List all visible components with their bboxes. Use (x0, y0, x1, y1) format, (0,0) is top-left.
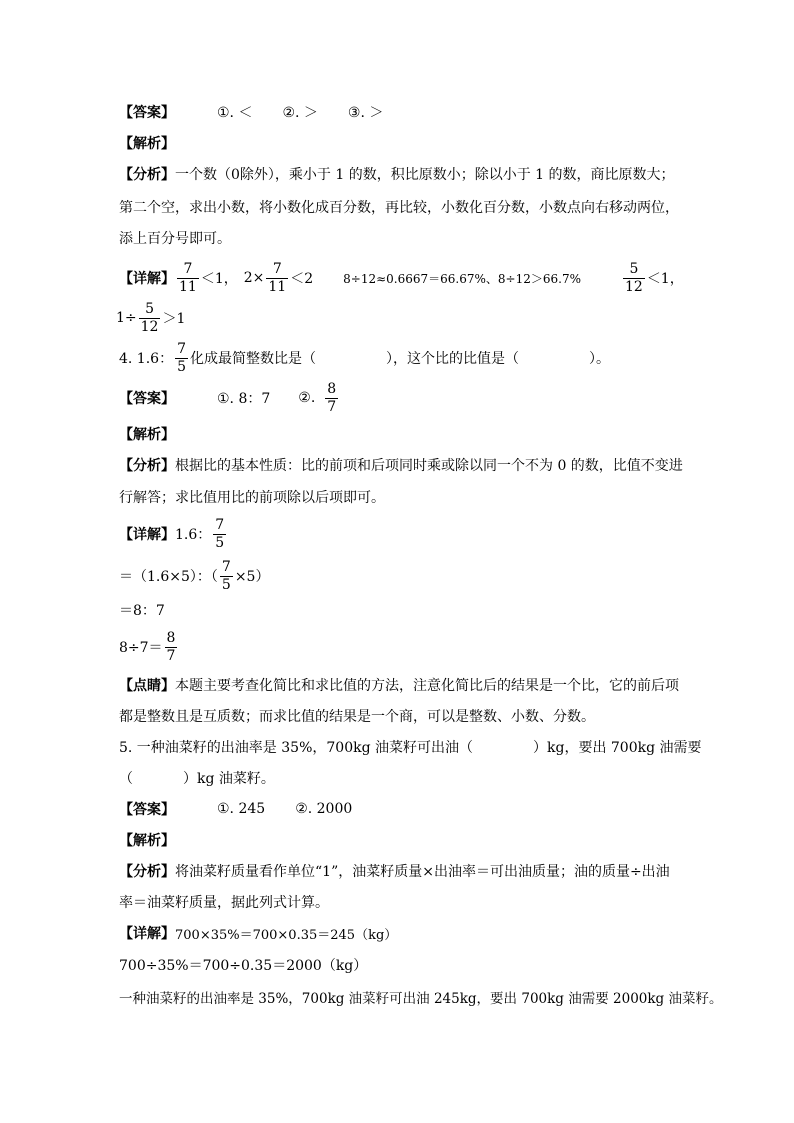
question-text: （ (119, 771, 133, 787)
math-text: 8÷7＝ (119, 640, 163, 656)
q4-dianjing-line2: 都是整数且是互质数；而求比值的结果是一个商，可以是整数、小数、分数。 (119, 709, 595, 725)
q3-analysis-label: 【解析】 (119, 136, 175, 152)
math-text: 2× (243, 270, 265, 286)
question-text: ）kg 油菜籽。 (183, 771, 275, 787)
math-text: ×5） (234, 569, 270, 585)
answer-item: ①. 245 (217, 801, 266, 817)
fenxi-label: 【分析】 (119, 458, 175, 474)
q5-fenxi-line (119, 859, 670, 883)
math-text: ＜2 (290, 271, 314, 287)
answer-item: ②. (298, 390, 316, 406)
q4-fenxi-line2: 行解答；求比值用比的前项除以后项即可。 (119, 490, 385, 506)
math-text: 8÷12≈0.6667＝66.67%、8÷12＞66.7% (343, 271, 581, 286)
math-text: ＞1 (162, 311, 186, 327)
question-text: 4. 1.6： (119, 351, 174, 367)
answer-item: ③. ＞ (347, 105, 384, 121)
q4-question (119, 338, 610, 378)
math-text: 700×35%＝700×0.35＝245（kg） (175, 927, 398, 943)
answer-item: ①. ＜ (217, 105, 253, 121)
question-text: 5. 一种油菜籽的出油率是 35%，700kg 油菜籽可出油（ (119, 740, 473, 756)
q4-detail-line1 (119, 514, 228, 554)
fraction: $\frac{8}{7}$ (166, 629, 176, 664)
fraction: $\frac{7}{5}$ (221, 558, 231, 593)
answer-item: ①. 8：7 (217, 391, 271, 407)
fenxi-label: 【分析】 (119, 864, 175, 880)
q3-fenxi-line2: 第二个空，求出小数，将小数化成百分数，再比较，小数化百分数，小数点向右移动两位， (119, 200, 679, 216)
q5-question-line2 (119, 766, 275, 790)
q5-detail-line2: 700÷35%＝700÷0.35＝2000（kg） (119, 958, 368, 974)
math-text: 1.6： (175, 527, 212, 543)
q4-detail-line2 (119, 556, 269, 596)
q5-fenxi-line2: 率＝油菜籽质量，据此列式计算。 (119, 895, 329, 911)
fraction: $\frac{7}{11}$ (268, 260, 287, 295)
fenxi-text: 根据比的基本性质：比的前项和后项同时乘或除以同一个不为 0 的数，比值不变进 (175, 458, 683, 474)
q3-detail-line2 (116, 298, 185, 338)
detail-label: 【详解】 (119, 926, 175, 942)
math-text: 1÷ (116, 310, 137, 326)
fraction: $\frac{5}{12}$ (624, 260, 643, 295)
q3-answer-line (119, 100, 383, 124)
fenxi-text: 一个数（0除外），乘小于 1 的数，积比原数小；除以小于 1 的数，商比原数大； (175, 167, 675, 183)
fraction: $\frac{7}{5}$ (215, 516, 225, 551)
answer-label: 【答案】 (119, 391, 175, 407)
q4-detail-line4 (119, 627, 179, 667)
fraction: $\frac{7}{11}$ (179, 260, 197, 295)
q5-answer-line (119, 797, 352, 821)
q3-fenxi-line3: 添上百分号即可。 (119, 231, 231, 247)
fraction: $\frac{7}{5}$ (177, 340, 186, 375)
dianjing-text: 本题主要考查化简比和求比值的方法，注意化简比后的结果是一个比，它的前后项 (175, 678, 679, 694)
q4-answer-line (119, 378, 340, 418)
detail-label: 【详解】 (119, 527, 175, 543)
question-text: ）kg，要出 700kg 油需要 (533, 740, 702, 756)
question-text: 化成最简整数比是（ (190, 351, 316, 367)
math-text: ＝（1.6×5）：（ (119, 569, 218, 585)
q5-detail-line1 (119, 921, 397, 945)
fraction: $\frac{5}{12}$ (140, 300, 159, 335)
answer-label: 【答案】 (119, 105, 175, 121)
q3-fenxi-line (119, 162, 675, 186)
question-text: ）。 (589, 351, 610, 367)
math-text: ＜1， (200, 271, 238, 287)
q3-detail-line (119, 258, 684, 298)
answer-item: ②. ＞ (282, 105, 318, 121)
fenxi-text: 将油菜籽质量看作单位“1”，油菜籽质量×出油率＝可出油质量；油的质量÷出油 (175, 864, 670, 880)
dianjing-label: 【点睛】 (119, 678, 175, 694)
q5-analysis-label: 【解析】 (119, 833, 175, 849)
fraction: $\frac{8}{7}$ (327, 380, 337, 415)
q4-analysis-label: 【解析】 (119, 427, 175, 443)
fenxi-label: 【分析】 (119, 167, 175, 183)
answer-label: 【答案】 (119, 802, 175, 818)
q4-detail-line3: ＝8：7 (119, 603, 165, 619)
math-text: ＜1， (646, 271, 684, 287)
detail-label: 【详解】 (119, 271, 175, 287)
q4-fenxi-line (119, 453, 683, 477)
q5-detail-line3: 一种油菜籽的出油率是 35%，700kg 油菜籽可出油 245kg，要出 700kg 油需要 2000kg 油菜籽。 (119, 991, 723, 1007)
q4-dianjing-line (119, 673, 679, 697)
answer-item: ②. 2000 (295, 801, 353, 817)
q5-question-line1 (119, 735, 702, 759)
question-text: ），这个比的比值是（ (386, 351, 519, 367)
